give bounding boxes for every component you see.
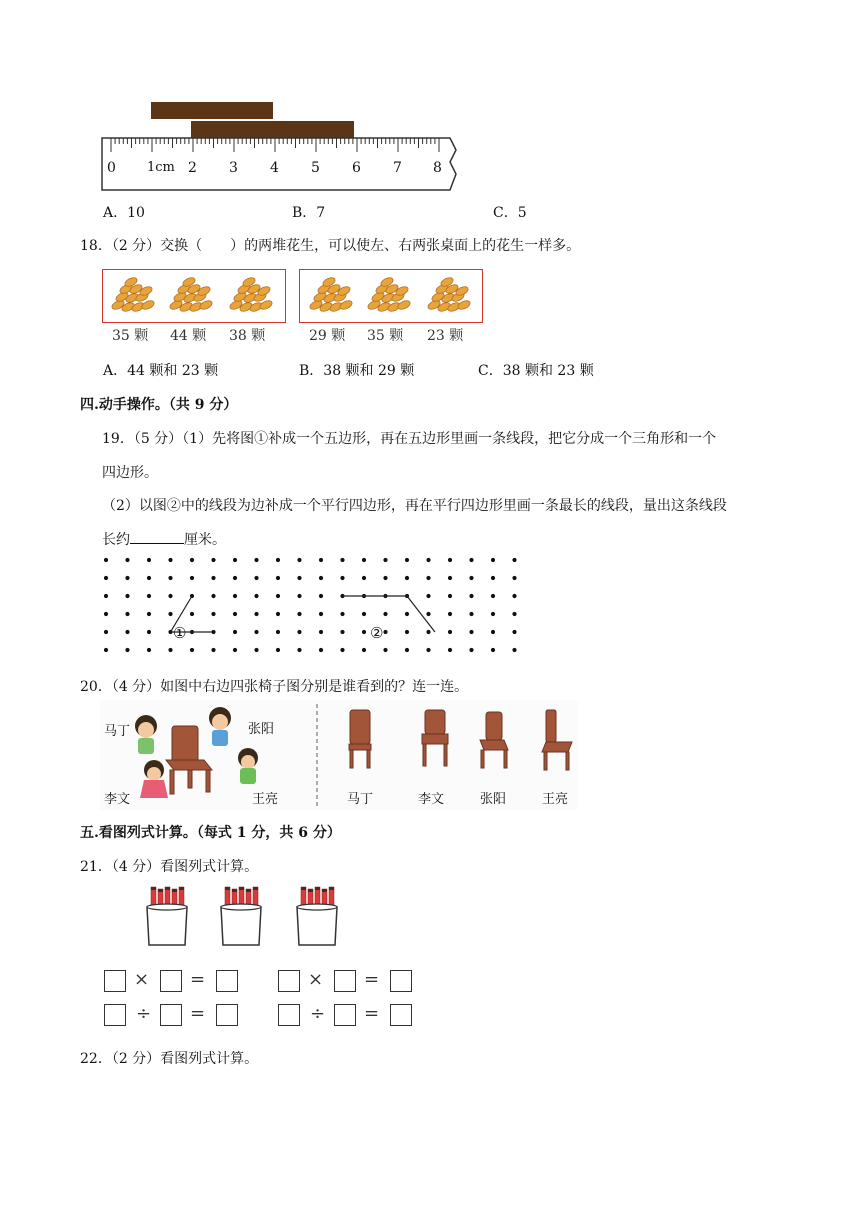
ruler-tick-5: 5	[311, 160, 320, 176]
peanut-count: 29 颗	[309, 328, 346, 344]
peanut-pile-icon	[424, 275, 472, 319]
q19-line-2: 四边形。	[102, 465, 158, 481]
section-5-title: 五.看图列式计算。（每式 1 分，共 6 分）	[80, 825, 341, 841]
ruler-tick-7: 7	[393, 160, 402, 176]
answer-box[interactable]	[104, 970, 126, 992]
equals-sign: =	[190, 969, 206, 990]
dot-grid[interactable]	[100, 553, 525, 661]
q17-option-c: C．5	[493, 205, 527, 221]
chair-viewpoint-figure	[100, 700, 578, 810]
chair-name-label: 王亮	[542, 792, 569, 807]
answer-box[interactable]	[390, 1004, 412, 1026]
kid-name-label: 王亮	[252, 792, 279, 807]
answer-box[interactable]	[216, 1004, 238, 1026]
ruler-tick-6: 6	[352, 160, 361, 176]
chair-name-label: 马丁	[347, 792, 374, 807]
answer-box[interactable]	[334, 1004, 356, 1026]
q22-stem: 22．（2 分）看图列式计算。	[80, 1051, 259, 1067]
ruler-tick-8: 8	[433, 160, 442, 176]
peanut-pile-icon	[364, 275, 412, 319]
answer-box[interactable]	[104, 1004, 126, 1026]
kid-name-label: 马丁	[104, 724, 131, 739]
pencil-cup-icon	[218, 885, 264, 951]
answer-box[interactable]	[216, 970, 238, 992]
ruler-tick-0: 0	[107, 160, 116, 176]
q18-option-c: C．38 颗和 23 颗	[478, 363, 594, 379]
answer-box[interactable]	[160, 970, 182, 992]
divide-sign: ÷	[310, 1003, 326, 1024]
peanut-count: 35 颗	[367, 328, 404, 344]
pencil-cup-icon	[144, 885, 190, 951]
q21-stem: 21．（4 分）看图列式计算。	[80, 859, 259, 875]
equals-sign: =	[364, 1003, 380, 1024]
times-sign: ×	[308, 969, 324, 990]
equals-sign: =	[364, 969, 380, 990]
chair-name-label: 李文	[418, 792, 445, 807]
answer-box[interactable]	[160, 1004, 182, 1026]
ruler-tick-3: 3	[229, 160, 238, 176]
kid-name-label: 李文	[104, 792, 131, 807]
ruler-tick-2: 2	[188, 160, 197, 176]
q20-stem: 20．（4 分）如图中右边四张椅子图分别是谁看到的？连一连。	[80, 679, 469, 695]
ruler-tick-1: 1cm	[147, 160, 175, 175]
equals-sign: =	[190, 1003, 206, 1024]
q19-line-4	[102, 529, 226, 549]
ruler-figure	[98, 98, 468, 196]
answer-box[interactable]	[278, 970, 300, 992]
answer-blank[interactable]	[130, 530, 184, 544]
ruler-tick-4: 4	[270, 160, 279, 176]
figure-2-label: ②	[370, 624, 384, 642]
divide-sign: ÷	[136, 1003, 152, 1024]
q19-line-4-prefix: 长约	[102, 532, 130, 548]
section-4-title: 四.动手操作。（共 9 分）	[80, 397, 238, 413]
peanut-count: 23 颗	[427, 328, 464, 344]
q19-line-4-suffix: 厘米。	[184, 532, 226, 548]
peanut-pile-icon	[306, 275, 354, 319]
q18-stem: 18．（2 分）交换（ ）的两堆花生，可以使左、右两张桌面上的花生一样多。	[80, 238, 581, 254]
q17-option-b: B．7	[292, 205, 326, 221]
peanut-pile-icon	[108, 275, 156, 319]
figure-1-label: ①	[173, 624, 187, 642]
q18-option-b: B．38 颗和 29 颗	[299, 363, 415, 379]
answer-box[interactable]	[390, 970, 412, 992]
chair-name-label: 张阳	[480, 792, 507, 807]
kid-name-label: 张阳	[248, 722, 275, 737]
ruler-labels	[98, 160, 468, 180]
peanut-count: 44 颗	[170, 328, 207, 344]
answer-box[interactable]	[334, 970, 356, 992]
peanut-pile-icon	[166, 275, 214, 319]
answer-box[interactable]	[278, 1004, 300, 1026]
times-sign: ×	[134, 969, 150, 990]
peanut-pile-icon	[226, 275, 274, 319]
q17-option-a: A．10	[103, 205, 145, 221]
peanut-count: 38 颗	[229, 328, 266, 344]
q18-option-a: A．44 颗和 23 颗	[103, 363, 219, 379]
q19-line-3: （2）以图②中的线段为边补成一个平行四边形，再在平行四边形里画一条最长的线段，量出这条线段	[102, 498, 727, 514]
peanut-count: 35 颗	[112, 328, 149, 344]
pencil-cup-icon	[294, 885, 340, 951]
q19-line-1: 19．（5 分）（1）先将图①补成一个五边形，再在五边形里画一条线段，把它分成一个三角形和一个	[102, 431, 717, 447]
